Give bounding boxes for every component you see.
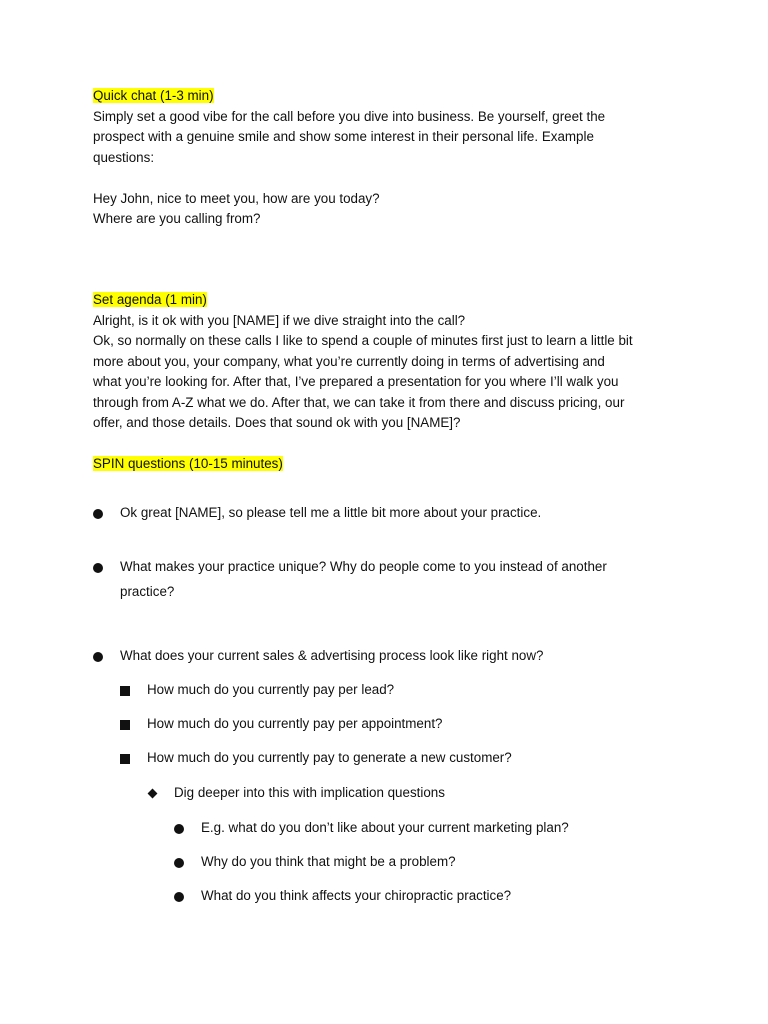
paragraph-line: what you’re looking for. After that, I’ve prepared a presentation for you where I’ll walk you	[93, 374, 619, 389]
set-agenda-heading: Set agenda (1 min)	[93, 292, 207, 307]
paragraph-line: through from A-Z what we do. After that, we can take it from there and discuss pricing, our	[93, 394, 625, 410]
list-item: E.g. what do you don’t like about your current marketing plan?	[201, 816, 569, 841]
list-item: Ok great [NAME], so please tell me a little bit more about your practice.	[120, 501, 541, 526]
bullet-disc-icon	[174, 892, 184, 902]
paragraph-line: Alright, is it ok with you [NAME] if we dive straight into the call?	[93, 312, 466, 328]
paragraph-line: questions:	[93, 149, 155, 165]
quick-chat-heading: Quick chat (1-3 min)	[93, 88, 214, 103]
paragraph-line: more about you, your company, what you’re currently doing in terms of advertising and	[93, 353, 605, 369]
spin-section	[93, 454, 683, 475]
bullet-square-icon	[120, 686, 130, 696]
example-question: Hey John, nice to meet you, how are you today?	[93, 190, 380, 206]
paragraph-line: Ok, so normally on these calls I like to spend a couple of minutes first just to learn a little bit	[93, 333, 633, 348]
list-item: What does your current sales & advertising process look like right now?	[120, 644, 544, 669]
bullet-disc-icon	[93, 509, 103, 519]
example-question: Where are you calling from?	[93, 211, 261, 226]
spin-heading: SPIN questions (10-15 minutes)	[93, 456, 283, 471]
bullet-disc-icon	[174, 858, 184, 868]
list-item: Dig deeper into this with implication questions	[174, 781, 445, 806]
bullet-square-icon	[120, 754, 130, 764]
list-item: Why do you think that might be a problem?	[201, 850, 456, 875]
set-agenda-section	[93, 290, 683, 434]
bullet-diamond-icon	[148, 789, 158, 799]
list-item: How much do you currently pay to generate a new customer?	[147, 746, 512, 771]
quick-chat-section	[93, 86, 683, 230]
paragraph-line: offer, and those details. Does that sound ok with you [NAME]?	[93, 415, 461, 430]
list-item: How much do you currently pay per lead?	[147, 678, 394, 703]
bullet-square-icon	[120, 720, 130, 730]
bullet-disc-icon	[93, 652, 103, 662]
bullet-disc-icon	[93, 563, 103, 573]
list-item: How much do you currently pay per appointment?	[147, 712, 443, 737]
list-item: What do you think affects your chiropractic practice?	[201, 884, 511, 909]
paragraph-line: prospect with a genuine smile and show some interest in their personal life. Example	[93, 129, 594, 144]
paragraph-line: Simply set a good vibe for the call before you dive into business. Be yourself, greet the	[93, 108, 606, 124]
list-item: What makes your practice unique? Why do people come to you instead of another practice?	[120, 555, 680, 604]
bullet-disc-icon	[174, 824, 184, 834]
